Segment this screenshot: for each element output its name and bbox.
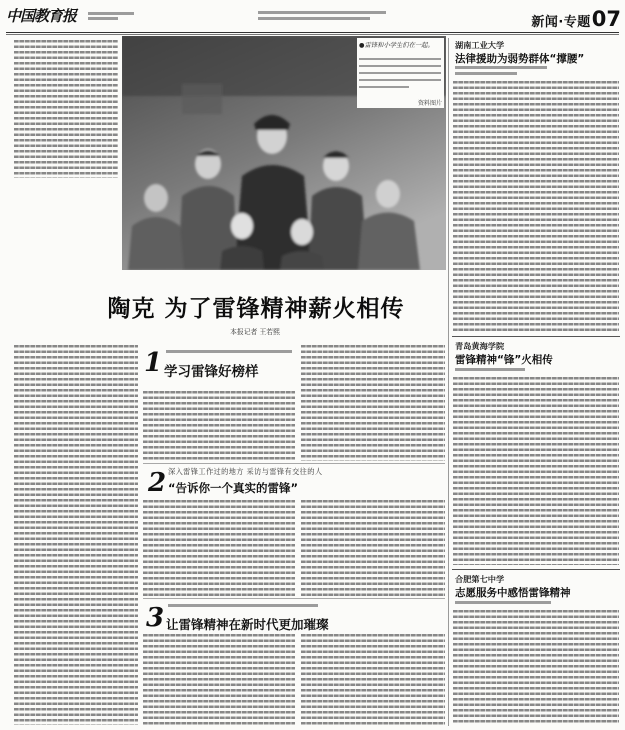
masthead-title: 中国教育报 xyxy=(6,7,77,25)
sidebar-school-name: 合肥第七中学 xyxy=(455,574,505,584)
sidebar-byline xyxy=(455,601,551,604)
photo-credit: 资料图片 xyxy=(417,100,442,107)
section-heading-1 xyxy=(144,346,296,388)
header-rule xyxy=(6,32,619,33)
intro-text xyxy=(14,40,118,178)
editor-credits xyxy=(258,11,386,14)
article-body-text xyxy=(14,345,138,725)
sidebar-body-text xyxy=(453,610,619,725)
section-number: 1 xyxy=(144,348,163,378)
section-name: 新闻·专题 xyxy=(531,15,591,30)
photo-caption-line xyxy=(359,58,441,60)
section-heading-2 xyxy=(148,466,445,498)
sidebar-byline xyxy=(455,72,517,75)
section-title: 学习雷锋好榜样 xyxy=(164,364,259,380)
article-body-text xyxy=(301,345,445,461)
sidebar-headline: 雷锋精神“锋”火相传 xyxy=(455,354,553,366)
section-kicker xyxy=(166,350,292,353)
page-number: 07 xyxy=(591,7,621,31)
sidebar-divider xyxy=(452,569,620,570)
article-body-text xyxy=(143,634,295,725)
editor-contact xyxy=(258,17,370,20)
issue-number xyxy=(88,17,118,20)
section-title: 让雷锋精神在新时代更加璀璨 xyxy=(166,617,329,632)
section-number: 3 xyxy=(146,603,165,633)
section-number: 2 xyxy=(148,468,167,498)
section-title: “告诉你一个真实的雷锋” xyxy=(168,481,299,495)
article-body-text xyxy=(143,391,295,461)
photo-caption-line xyxy=(359,65,441,67)
sidebar-headline: 法律援助为弱势群体“撑腰” xyxy=(455,53,585,65)
main-headline: 陶克 为了雷锋精神薪火相传 xyxy=(107,295,405,322)
sidebar-byline xyxy=(455,66,547,69)
section-kicker xyxy=(168,604,318,607)
main-byline: 本报记者 王若熙 xyxy=(230,328,280,336)
sidebar-body-text xyxy=(453,81,619,331)
issue-date xyxy=(88,12,134,15)
article-body-text xyxy=(301,634,445,725)
sidebar-school-name: 湖南工业大学 xyxy=(455,40,505,50)
photo-caption-line xyxy=(359,79,441,81)
section-heading-3 xyxy=(146,601,445,631)
header-rule-thin xyxy=(6,34,619,35)
photo-caption-line xyxy=(359,72,441,74)
sidebar-school-name: 青岛黄海学院 xyxy=(455,341,505,351)
sidebar-body-text xyxy=(453,377,619,565)
sidebar-headline: 志愿服务中感悟雷锋精神 xyxy=(455,587,571,599)
section-kicker: 深入雷锋工作过的地方 采访与雷锋有交往的人 xyxy=(168,467,323,476)
section-divider xyxy=(143,463,445,464)
sidebar-byline xyxy=(455,368,525,371)
sidebar-divider xyxy=(452,336,620,337)
sidebar-divider xyxy=(448,38,449,726)
photo-caption-box xyxy=(357,38,444,108)
section-divider xyxy=(143,598,445,599)
article-body-text xyxy=(143,500,295,596)
article-body-text xyxy=(301,500,445,596)
page-heading xyxy=(531,7,621,31)
photo-caption-line xyxy=(359,86,409,88)
photo-caption: ●雷锋和小学生们在一起。 xyxy=(359,42,434,49)
